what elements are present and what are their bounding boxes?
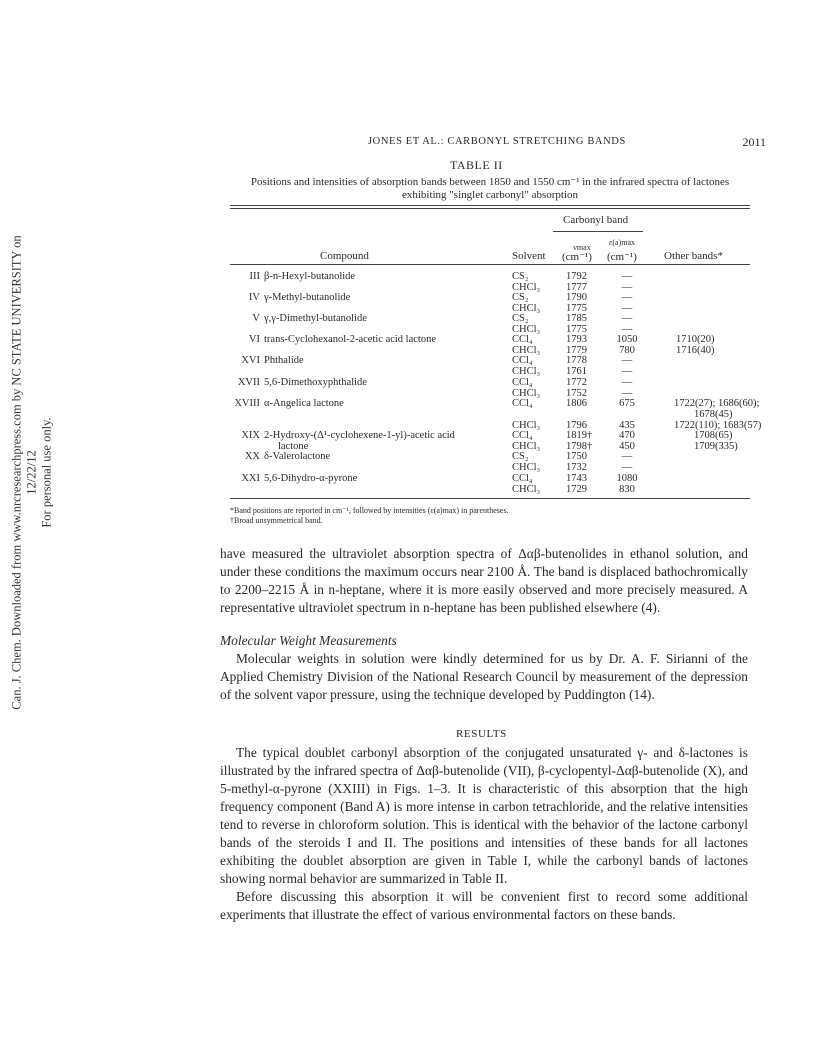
table-cell-vmax: 1775 [566, 324, 587, 335]
paragraph-2-text: Molecular weights in solution were kindly determined for us by Dr. A. F. Sirianni of the Applied Chemistry Division of the National Research Council by measurement of the depression of the solvent vapor pressure, using the technique developed by Puddington (14). [220, 651, 748, 702]
table-cell-emax: — [621, 324, 633, 335]
table-cell-solvent: CS₂ [512, 292, 529, 303]
table-cell-solvent: CHCl₃ [512, 420, 541, 431]
table-cell-compound: Phthalide [264, 355, 304, 366]
table-header-rule [230, 264, 750, 265]
table-cell-emax: 435 [619, 420, 635, 431]
table-cell-num: XIX [241, 430, 260, 441]
table-cell-solvent: CS₂ [512, 451, 529, 462]
table-cell-vmax: 1806 [566, 398, 587, 409]
table-cell-emax: 780 [619, 345, 635, 356]
table-row [0, 409, 815, 420]
table-cell-vmax: 1743 [566, 473, 587, 484]
table-cell-num: III [249, 271, 260, 282]
table-cell-other: 1678(45) [694, 409, 733, 420]
table-cell-solvent: CHCl₃ [512, 462, 541, 473]
results-heading: RESULTS [456, 728, 507, 740]
table-cell-emax: 830 [619, 484, 635, 495]
table-cell-compound: 5,6-Dihydro-α-pyrone [264, 473, 358, 484]
table-top-rule-2 [230, 208, 750, 209]
results-text [220, 744, 748, 924]
table-cell-vmax: 1790 [566, 292, 587, 303]
table-cell-emax: — [621, 451, 633, 462]
table-cell-solvent: CCl₄ [512, 398, 533, 409]
table-cell-solvent: CHCl₃ [512, 282, 541, 293]
table-cell-vmax: 1785 [566, 313, 587, 324]
table-cell-vmax: 1796 [566, 420, 587, 431]
table-cell-compound: δ-Valerolactone [264, 451, 331, 462]
table-row [0, 473, 815, 484]
table-cell-emax: 1050 [616, 334, 638, 345]
table-cell-compound: β-n-Hexyl-butanolide [264, 271, 356, 282]
table-cell-num: XXI [241, 473, 260, 484]
table-cell-vmax: 1798† [566, 441, 593, 452]
table-cell-num: V [252, 313, 260, 324]
emax-header [600, 238, 644, 247]
table-cell-emax: — [621, 355, 633, 366]
table-cell-num: XVIII [234, 398, 260, 409]
page-number: 2011 [742, 135, 766, 149]
paragraph-1 [220, 545, 748, 617]
table-cell-solvent: CCl₄ [512, 377, 533, 388]
table-cell-solvent: CCl₄ [512, 355, 533, 366]
table-cell-solvent: CHCl₃ [512, 324, 541, 335]
table-cell-vmax: 1752 [566, 388, 587, 399]
compound-header: Compound [320, 250, 369, 262]
table-cell-solvent: CHCl₃ [512, 441, 541, 452]
table-cell-vmax: 1779 [566, 345, 587, 356]
table-cell-vmax: 1732 [566, 462, 587, 473]
table-cell-other: 1722(110); 1683(57) [674, 420, 762, 431]
paragraph-2 [220, 650, 748, 704]
table-cell-num: VI [248, 334, 260, 345]
table-cell-emax: — [621, 388, 633, 399]
table-cell-emax: 1080 [616, 473, 638, 484]
table-cell-vmax: 1729 [566, 484, 587, 495]
table-cell-compound: γ-Methyl-butanolide [264, 292, 351, 303]
table-cell-solvent: CHCl₃ [512, 388, 541, 399]
table-cell-num: IV [248, 292, 260, 303]
table-cell-other: 1708(65) [694, 430, 733, 441]
other-bands-header: Other bands* [664, 250, 723, 262]
carbonyl-band-rule [553, 231, 643, 232]
table-cell-emax: 450 [619, 441, 635, 452]
running-title: JONES ET AL.: CARBONYL STRETCHING BANDS [368, 136, 626, 147]
table-cell-solvent: CCl₄ [512, 430, 533, 441]
table-cell-num: XX [244, 451, 260, 462]
emax-symbol: ε(a)max [608, 238, 635, 247]
table-cell-emax: — [621, 292, 633, 303]
table-caption: TABLE II [450, 158, 503, 172]
table-cell-solvent: CS₂ [512, 271, 529, 282]
table-row [0, 334, 815, 345]
table-row [0, 366, 815, 377]
table-row [0, 398, 815, 409]
table-cell-solvent: CHCl₃ [512, 345, 541, 356]
table-cell-other: 1710(20) [676, 334, 715, 345]
table-footnote-2: †Broad unsymmetrical band. [230, 516, 323, 525]
table-cell-vmax: 1793 [566, 334, 587, 345]
table-cell-compound: 2-Hydroxy-(Δ¹-cyclohexene-1-yl)-acetic acid [264, 430, 455, 441]
table-cell-emax: — [621, 303, 633, 314]
table-cell-solvent: CHCl₃ [512, 303, 541, 314]
table-cell-num: XVII [237, 377, 260, 388]
table-description: Positions and intensities of absorption bands between 1850 and 1550 cm⁻¹ in the infrared spectra of lactones exhibiting "singlet carbonyl" absorption [250, 176, 730, 201]
paragraph-3-text: The typical doublet carbonyl absorption of the conjugated unsaturated γ- and δ-lactones is illustrated by the infrared spectra of Δαβ-butenolide (VII), β-cyclopentyl-Δαβ-butenolide (X), and 5-methyl-α-pyrone (XXIII) in Figs. 1–3. It is characteristic of this absorption that the high frequency component (Band A) is more intense in carbon tetrachloride, and the relative intensities tend to reverse in chloroform solution. This is identical with the behavior of the lactone carbonyl bands of the steroids I and II. The positions and intensities of these bands for all lactones exhibiting the doublet absorption are given in Table I, while the carbonyl bands of lactones showing normal behavior are summarized in Table II. [220, 745, 748, 886]
table-cell-vmax: 1750 [566, 451, 587, 462]
table-cell-emax: — [621, 282, 633, 293]
table-cell-solvent: CHCl₃ [512, 366, 541, 377]
table-row [0, 271, 815, 282]
table-row [0, 355, 815, 366]
table-cell-vmax: 1777 [566, 282, 587, 293]
table-cell-emax: — [621, 313, 633, 324]
table-cell-solvent: CCl₄ [512, 334, 533, 345]
table-top-rule [230, 205, 750, 206]
table-cell-emax: — [621, 271, 633, 282]
table-cell-compound: trans-Cyclohexanol-2-acetic acid lactone [264, 334, 436, 345]
table-row [0, 313, 815, 324]
vmax-symbol: νmax [573, 243, 591, 252]
table-cell-vmax: 1819† [566, 430, 593, 441]
table-cell-other: 1722(27); 1686(60); [674, 398, 760, 409]
table-cell-vmax: 1792 [566, 271, 587, 282]
table-row [0, 430, 815, 441]
table-cell-emax: — [621, 366, 633, 377]
table-bottom-rule [230, 498, 750, 499]
running-header [368, 136, 766, 147]
table-cell-emax: — [621, 462, 633, 473]
subheading: Molecular Weight Measurements [220, 633, 397, 648]
table-row [0, 377, 815, 388]
table-cell-compound: α-Angelica lactone [264, 398, 344, 409]
vmax-unit-header: (cm⁻¹) [562, 251, 592, 263]
table-row [0, 292, 815, 303]
paragraph-1-text: have measured the ultraviolet absorption spectra of Δαβ-butenolides in ethanol solution, and under these conditions the maximum occurs near 2100 Å. The band is displaced bathochromically to 2200–2215 Å in n-heptane, where it is more easily observed and more precisely measured. A representative ultraviolet spectrum in n-heptane has been published elsewhere (4). [220, 546, 748, 615]
table-cell-compound: 5,6-Dimethoxyphthalide [264, 377, 367, 388]
table-cell-num: XVI [241, 355, 260, 366]
table-cell-emax: 675 [619, 398, 635, 409]
watermark-line-2: For personal use only. [39, 417, 54, 528]
table-cell-vmax: 1778 [566, 355, 587, 366]
table-row [0, 484, 815, 495]
carbonyl-band-header: Carbonyl band [563, 214, 629, 226]
watermark-line-1: Can. J. Chem. Downloaded from www.nrcresearchpress.com by NC STATE UNIVERSITY on 12/22/12 [9, 235, 39, 710]
table-cell-compound: γ,γ-Dimethyl-butanolide [264, 313, 367, 324]
table-cell-other: 1716(40) [676, 345, 715, 356]
table-cell-vmax: 1761 [566, 366, 587, 377]
table-cell-emax: — [621, 377, 633, 388]
solvent-header: Solvent [512, 250, 546, 262]
table-cell-solvent: CCl₄ [512, 473, 533, 484]
table-row [0, 451, 815, 462]
paragraph-4-text: Before discussing this absorption it will be convenient first to record some additional experiments that illustrate the effect of various environmental factors on these bands. [220, 889, 748, 922]
table-cell-vmax: 1772 [566, 377, 587, 388]
emax-unit-header: (cm⁻¹) [607, 251, 637, 263]
table-footnote-1: *Band positions are reported in cm⁻¹, followed by intensities (ε(a)max) in parentheses. [230, 506, 509, 515]
table-cell-solvent: CHCl₃ [512, 484, 541, 495]
table-cell-vmax: 1775 [566, 303, 587, 314]
table-cell-compound: lactone [278, 441, 309, 452]
table-cell-emax: 470 [619, 430, 635, 441]
table-row [0, 462, 815, 473]
table-cell-other: 1709(335) [694, 441, 738, 452]
table-cell-solvent: CS₂ [512, 313, 529, 324]
